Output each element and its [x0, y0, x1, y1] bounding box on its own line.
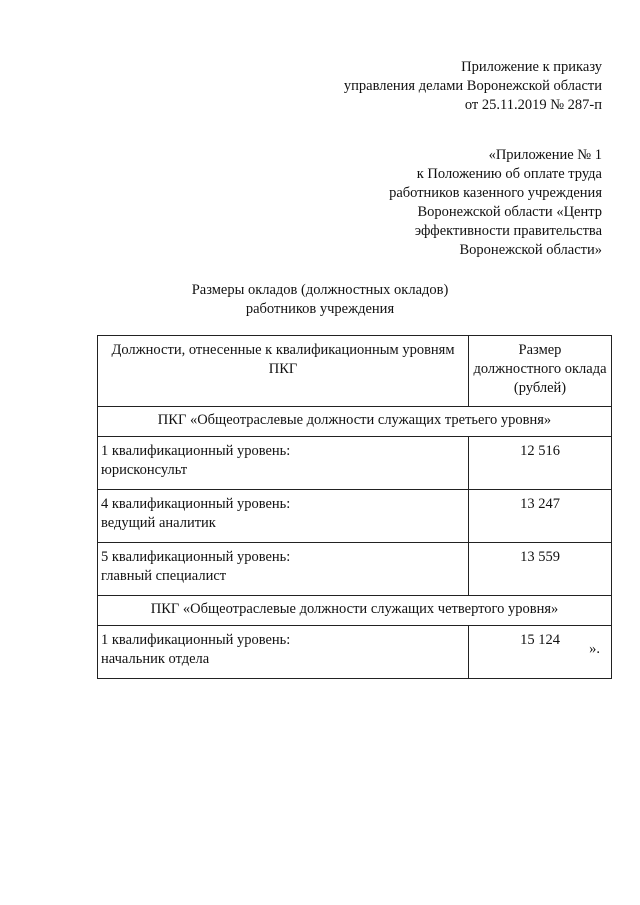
salary-table: [97, 335, 612, 679]
table-row: [98, 543, 612, 596]
header-line: Воронежской области»: [459, 242, 602, 258]
qualification-level: 4 квалификационный уровень:: [101, 496, 291, 512]
position-title: юрисконсульт: [101, 462, 188, 478]
group-row: [98, 407, 612, 437]
position-title: начальник отдела: [101, 651, 210, 667]
qualification-level: 1 квалификационный уровень:: [101, 632, 291, 648]
salary-value: 15 124: [469, 626, 612, 679]
table-row: [98, 437, 612, 490]
position-cell: [98, 437, 469, 490]
title-line: работников учреждения: [245, 301, 395, 317]
document-title: [0, 281, 640, 319]
position-title: главный специалист: [101, 568, 227, 584]
header-line: управления делами Воронежской области: [343, 78, 602, 94]
group-name: ПКГ «Общеотраслевые должности служащих третьего уровня»: [98, 407, 612, 437]
column-header-positions: Должности, отнесенные к квалификационным уровням ПКГ: [98, 336, 469, 407]
column-header-salary: Размер должностного оклада (рублей): [469, 336, 612, 407]
position-cell: [98, 490, 469, 543]
header-line: к Положению об оплате труда: [416, 166, 602, 182]
header-line: «Приложение № 1: [488, 147, 602, 163]
table-row: [98, 490, 612, 543]
table-header-row: [98, 336, 612, 407]
title-line: Размеры окладов (должностных окладов): [191, 282, 449, 298]
header-line: работников казенного учреждения: [389, 185, 602, 201]
header-line: эффективности правительства: [414, 223, 602, 239]
qualification-level: 5 квалификационный уровень:: [101, 549, 291, 565]
header-line: Воронежской области «Центр: [417, 204, 602, 220]
salary-value: 13 247: [469, 490, 612, 543]
position-cell: [98, 626, 469, 679]
salary-value: 13 559: [469, 543, 612, 596]
header-line: от 25.11.2019 № 287-п: [464, 97, 602, 113]
group-row: [98, 596, 612, 626]
appendix-reference-header: [389, 146, 602, 260]
salary-value: 12 516: [469, 437, 612, 490]
header-line: Приложение к приказу: [461, 59, 602, 75]
position-cell: [98, 543, 469, 596]
position-title: ведущий аналитик: [101, 515, 216, 531]
order-reference-header: [344, 58, 602, 115]
table-row: [98, 626, 612, 679]
group-name: ПКГ «Общеотраслевые должности служащих четвертого уровня»: [98, 596, 612, 626]
closing-quote: ».: [589, 641, 600, 657]
qualification-level: 1 квалификационный уровень:: [101, 443, 291, 459]
